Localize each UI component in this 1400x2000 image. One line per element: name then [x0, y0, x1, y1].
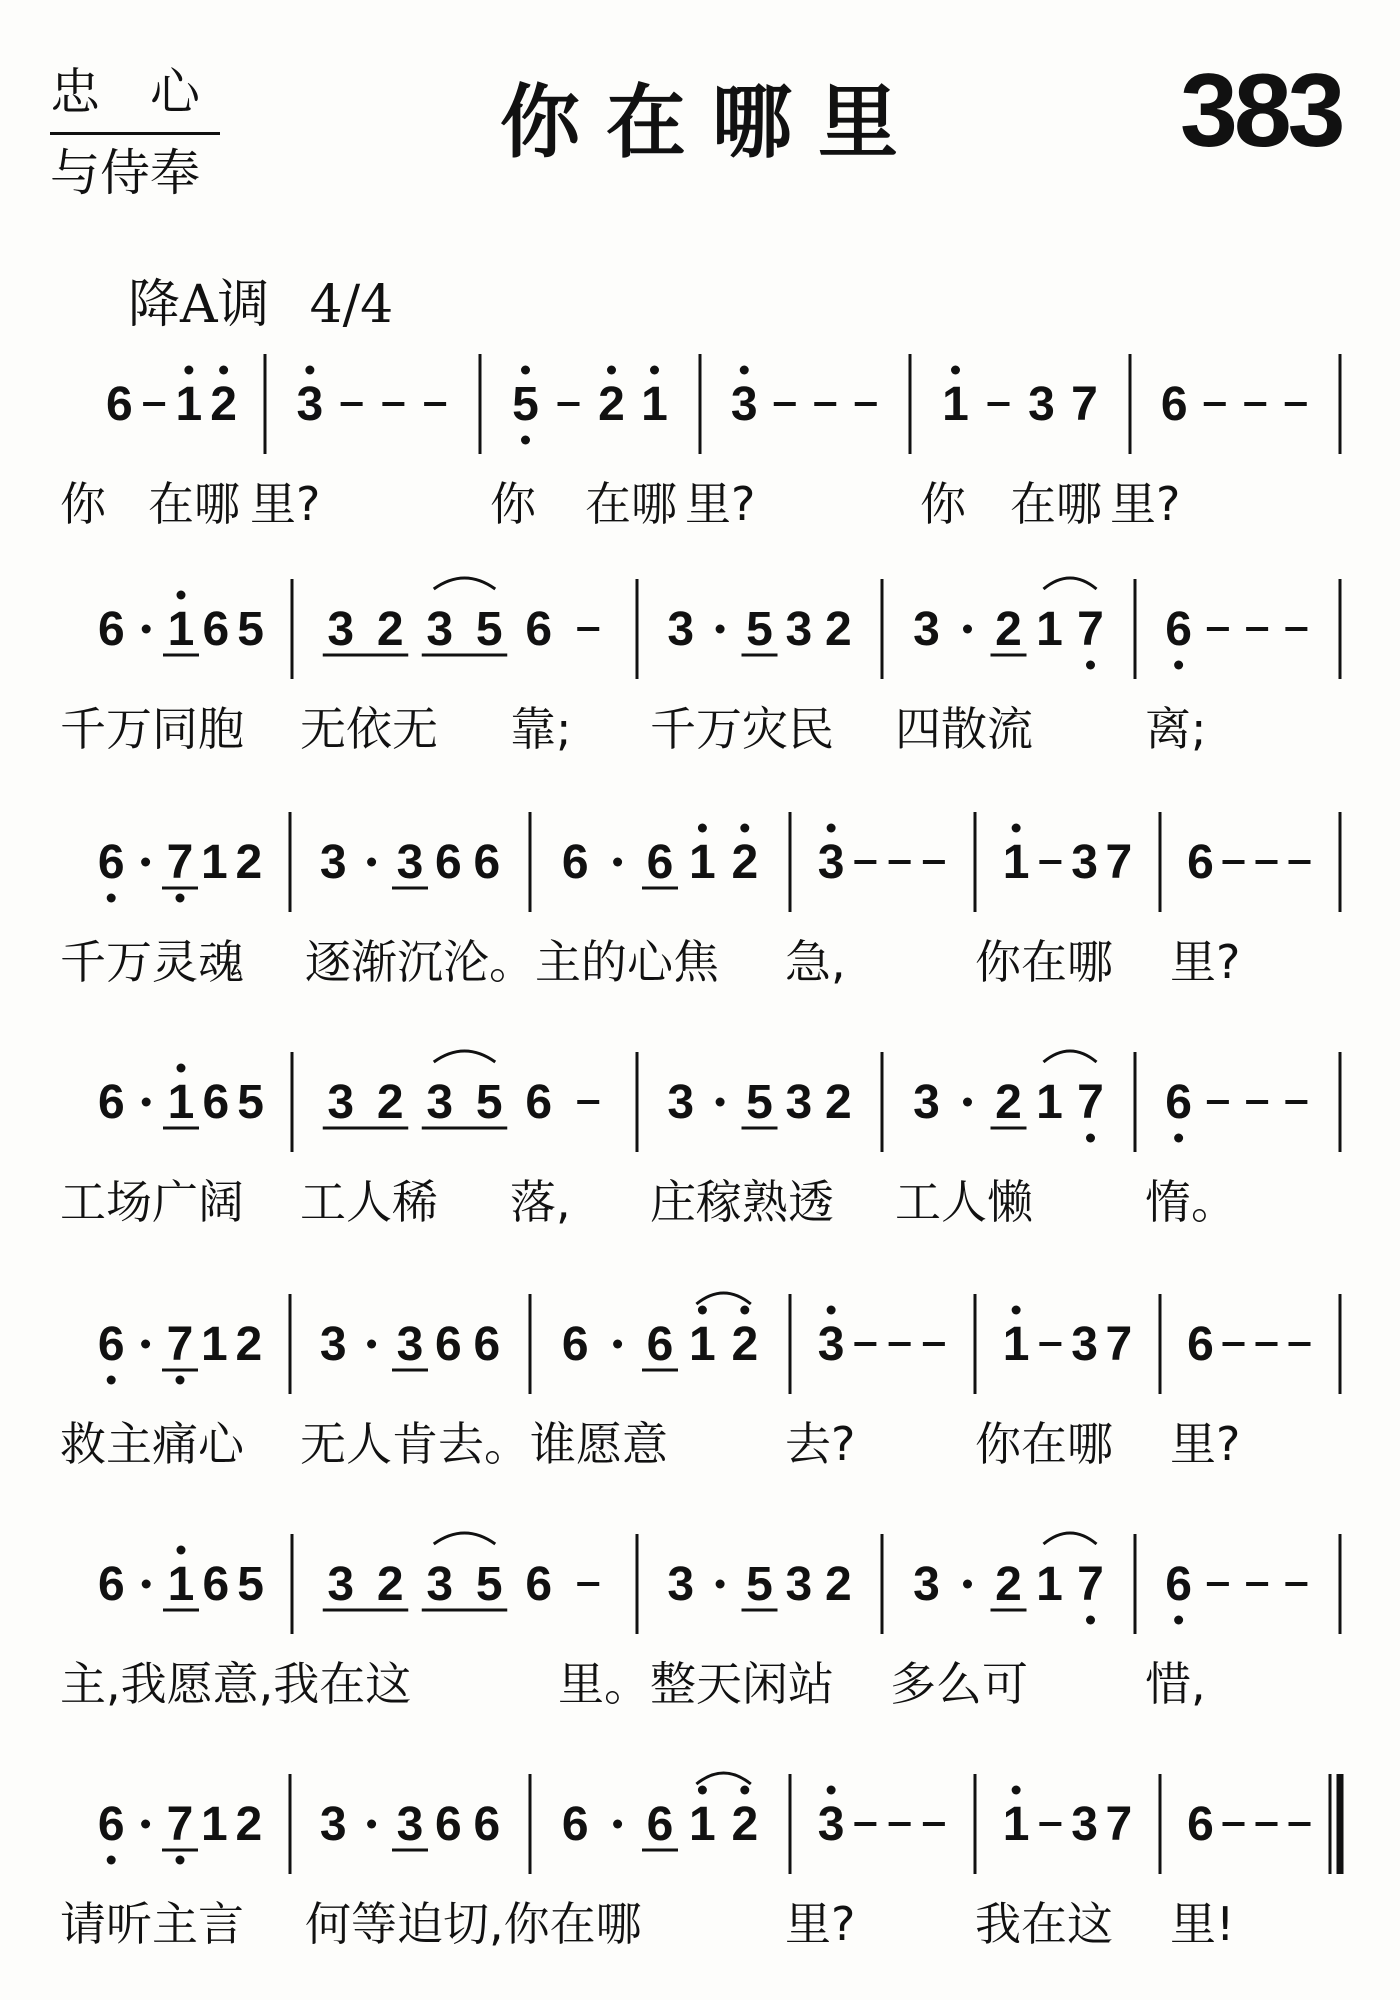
note-mark: 6: [646, 1318, 674, 1371]
high-octave-dot: [650, 366, 659, 375]
note-mark: 2: [824, 1076, 852, 1129]
note-mark: 1: [167, 1076, 195, 1129]
high-octave-dot: [521, 366, 530, 375]
dot-mark: [613, 1340, 622, 1349]
note-mark: 3: [817, 1798, 845, 1851]
note-mark: 6: [1187, 1318, 1214, 1371]
note-mark: 5: [746, 1076, 773, 1129]
note-mark: 2: [376, 1076, 404, 1129]
lyric-text: 请听主言: [60, 1897, 244, 1951]
note-mark: 2: [376, 603, 404, 656]
note-mark: 1: [1036, 1558, 1063, 1611]
note-mark: 6: [473, 836, 501, 889]
note-mark: 5: [475, 1076, 503, 1129]
note-mark: 1: [167, 1558, 195, 1611]
note-mark: 5: [237, 1558, 264, 1611]
note-mark: 3: [426, 1558, 454, 1611]
lyric-text: 整天闲站: [650, 1657, 834, 1711]
note-mark: 3: [1028, 378, 1055, 431]
note-mark: 6: [202, 1558, 230, 1611]
note-mark: 6: [1187, 836, 1214, 889]
lyric-text: 你: [920, 477, 966, 531]
lyric-text: 急,: [785, 935, 846, 989]
note-mark: 5: [475, 603, 503, 656]
note-mark: 5: [475, 1558, 503, 1611]
note-mark: 1: [641, 378, 668, 431]
lyric-text: 去?: [785, 1417, 856, 1471]
tie-arc: [1044, 1051, 1097, 1062]
low-octave-dot: [107, 1856, 116, 1865]
low-octave-dot: [107, 894, 116, 903]
high-octave-dot: [951, 366, 960, 375]
note-mark: 3: [327, 1076, 355, 1129]
lyric-text: 里?: [1170, 935, 1241, 989]
note-mark: 2: [824, 603, 852, 656]
note-mark: 6: [97, 1318, 125, 1371]
dot-mark: [963, 625, 972, 634]
note-mark: 6: [202, 1076, 230, 1129]
dot-mark: [367, 1340, 376, 1349]
lyric-text: 你: [490, 477, 536, 531]
note-mark: 5: [746, 1558, 773, 1611]
note-mark: 3: [667, 1558, 695, 1611]
note-mark: 3: [319, 1798, 347, 1851]
note-mark: 6: [525, 1076, 553, 1129]
lyric-text: 你在哪: [975, 1417, 1113, 1471]
note-mark: 7: [166, 1798, 194, 1851]
tie-arc: [1044, 578, 1097, 589]
note-mark: 3: [667, 1076, 695, 1129]
high-octave-dot: [1012, 1306, 1021, 1315]
high-octave-dot: [740, 1786, 749, 1795]
note-mark: 1: [689, 836, 716, 889]
lyric-text: 里。: [558, 1657, 650, 1711]
note-mark: 6: [1165, 1558, 1192, 1611]
lyric-text: 里?: [1170, 1417, 1241, 1471]
note-mark: 2: [731, 836, 759, 889]
note-mark: 1: [689, 1798, 716, 1851]
note-mark: 5: [237, 603, 264, 656]
lyric-text: 何等迫切,你在哪: [305, 1897, 642, 1951]
dot-mark: [142, 1098, 151, 1107]
note-mark: 3: [1071, 836, 1098, 889]
high-octave-dot: [1012, 824, 1021, 833]
low-octave-dot: [176, 1856, 185, 1865]
lyric-text: 你: [60, 477, 106, 531]
lyric-text: 多么可: [890, 1657, 1028, 1711]
note-mark: 1: [175, 378, 203, 431]
high-octave-dot: [827, 1306, 836, 1315]
note-mark: 3: [426, 1076, 454, 1129]
lyric-text: 靠;: [510, 702, 572, 756]
note-mark: 6: [106, 378, 133, 431]
note-mark: 1: [1036, 603, 1063, 656]
note-mark: 1: [167, 603, 195, 656]
note-mark: 6: [97, 836, 125, 889]
dot-mark: [716, 1098, 725, 1107]
note-mark: 3: [396, 1318, 424, 1371]
high-octave-dot: [698, 1786, 707, 1795]
low-octave-dot: [176, 1376, 185, 1385]
note-mark: 7: [1077, 1076, 1104, 1129]
lyric-text: 你在哪: [975, 935, 1113, 989]
note-mark: 3: [296, 378, 324, 431]
note-mark: 6: [473, 1798, 501, 1851]
time-signature: 4/4: [309, 275, 394, 335]
lyric-text: 里?: [250, 477, 321, 531]
note-mark: 5: [746, 603, 773, 656]
note-mark: 2: [731, 1318, 759, 1371]
note-mark: 2: [235, 1798, 263, 1851]
note-mark: 7: [1071, 378, 1098, 431]
lyric-text: 救主痛心: [60, 1417, 244, 1471]
note-mark: 3: [327, 603, 355, 656]
note-mark: 7: [1105, 1798, 1133, 1851]
note-mark: 6: [561, 1318, 589, 1371]
low-octave-dot: [1086, 1616, 1095, 1625]
lyric-text: 落,: [510, 1175, 571, 1229]
high-octave-dot: [184, 366, 193, 375]
key-name: 降A调: [128, 275, 270, 335]
dot-mark: [141, 1820, 150, 1829]
hymn-number: 383: [1180, 53, 1342, 169]
dot-mark: [141, 858, 150, 867]
note-mark: 6: [1165, 1076, 1192, 1129]
note-mark: 6: [525, 603, 553, 656]
note-mark: 3: [396, 836, 424, 889]
lyric-text: 无人肯去。谁愿意: [300, 1417, 668, 1471]
lyric-text: 无依无: [300, 702, 438, 756]
note-mark: 7: [166, 836, 194, 889]
low-octave-dot: [1086, 1134, 1095, 1143]
note-mark: 3: [730, 378, 758, 431]
high-octave-dot: [740, 824, 749, 833]
note-mark: 5: [512, 378, 539, 431]
note-mark: 3: [913, 1076, 940, 1129]
high-octave-dot: [698, 824, 707, 833]
note-mark: 6: [98, 603, 125, 656]
low-octave-dot: [176, 894, 185, 903]
note-mark: 1: [1002, 836, 1030, 889]
note-mark: 6: [646, 1798, 674, 1851]
dot-mark: [613, 1820, 622, 1829]
lyric-text: 千万同胞: [60, 702, 244, 756]
high-octave-dot: [740, 366, 749, 375]
note-mark: 6: [98, 1076, 125, 1129]
lyric-text: 惜,: [1145, 1657, 1206, 1711]
high-octave-dot: [177, 591, 186, 600]
note-mark: 1: [201, 1798, 228, 1851]
note-mark: 6: [1187, 1798, 1214, 1851]
high-octave-dot: [827, 824, 836, 833]
high-octave-dot: [827, 1786, 836, 1795]
note-mark: 3: [913, 1558, 940, 1611]
category-bottom: 与侍奉: [50, 144, 200, 202]
note-mark: 2: [731, 1798, 759, 1851]
high-octave-dot: [177, 1546, 186, 1555]
lyric-text: 里?: [1110, 477, 1181, 531]
note-mark: 3: [1071, 1798, 1098, 1851]
low-octave-dot: [521, 436, 530, 445]
note-mark: 2: [376, 1558, 404, 1611]
note-mark: 1: [1002, 1798, 1030, 1851]
lyric-text: 离;: [1145, 702, 1207, 756]
note-mark: 6: [435, 836, 462, 889]
note-mark: 6: [561, 1798, 589, 1851]
note-mark: 7: [166, 1318, 194, 1371]
note-mark: 6: [1165, 603, 1192, 656]
tie-arc: [434, 578, 496, 589]
note-mark: 6: [1160, 378, 1188, 431]
low-octave-dot: [1174, 1616, 1183, 1625]
note-mark: 2: [235, 836, 263, 889]
lyric-text: 工人懒: [895, 1175, 1033, 1229]
lyric-text: 逐渐沉沦。主的心焦: [305, 935, 719, 989]
note-mark: 7: [1105, 836, 1133, 889]
high-octave-dot: [740, 1306, 749, 1315]
lyric-text: 工人稀: [300, 1175, 438, 1229]
low-octave-dot: [107, 1376, 116, 1385]
note-mark: 6: [525, 1558, 553, 1611]
note-mark: 1: [942, 378, 969, 431]
note-mark: 3: [396, 1798, 424, 1851]
note-mark: 1: [201, 1318, 228, 1371]
lyric-text: 里?: [685, 477, 756, 531]
lyric-text: 千万灵魂: [60, 935, 244, 989]
note-mark: 1: [689, 1318, 716, 1371]
lyric-text: 工场广阔: [60, 1175, 244, 1229]
note-mark: 2: [995, 1076, 1022, 1129]
note-mark: 2: [235, 1318, 263, 1371]
note-mark: 3: [327, 1558, 355, 1611]
note-mark: 3: [319, 836, 347, 889]
note-mark: 1: [1002, 1318, 1030, 1371]
dot-mark: [613, 858, 622, 867]
note-mark: 1: [201, 836, 228, 889]
tie-arc: [696, 1773, 750, 1784]
note-mark: 2: [824, 1558, 852, 1611]
note-mark: 3: [785, 1076, 813, 1129]
high-octave-dot: [177, 1064, 186, 1073]
dot-mark: [142, 1580, 151, 1589]
tie-arc: [1044, 1533, 1097, 1544]
note-mark: 3: [785, 603, 813, 656]
note-mark: 2: [995, 603, 1022, 656]
hymn-title: 你在哪里: [500, 76, 924, 169]
dot-mark: [716, 625, 725, 634]
dot-mark: [367, 858, 376, 867]
lyric-text: 我在这: [975, 1897, 1113, 1951]
lyric-text: 在哪: [585, 477, 677, 531]
low-octave-dot: [1174, 1134, 1183, 1143]
lyric-text: 四散流: [895, 702, 1033, 756]
lyric-text: 在哪: [1010, 477, 1102, 531]
note-mark: 6: [435, 1798, 462, 1851]
note-mark: 1: [1036, 1076, 1063, 1129]
dot-mark: [716, 1580, 725, 1589]
note-mark: 7: [1077, 603, 1104, 656]
note-mark: 2: [598, 378, 625, 431]
note-mark: 3: [319, 1318, 347, 1371]
lyric-text: 里?: [785, 1897, 856, 1951]
lyric-text: 在哪: [148, 477, 240, 531]
note-mark: 6: [97, 1798, 125, 1851]
dot-mark: [963, 1098, 972, 1107]
tie-arc: [434, 1533, 496, 1544]
note-mark: 3: [817, 836, 845, 889]
note-mark: 6: [435, 1318, 462, 1371]
note-mark: 3: [1071, 1318, 1098, 1371]
lyric-text: 庄稼熟透: [650, 1175, 834, 1229]
dot-mark: [141, 1340, 150, 1349]
note-mark: 6: [473, 1318, 501, 1371]
note-mark: 6: [98, 1558, 125, 1611]
low-octave-dot: [1174, 661, 1183, 670]
high-octave-dot: [607, 366, 616, 375]
note-mark: 6: [561, 836, 589, 889]
high-octave-dot: [219, 366, 228, 375]
note-mark: 3: [667, 603, 695, 656]
note-mark: 3: [913, 603, 940, 656]
high-octave-dot: [698, 1306, 707, 1315]
tie-arc: [434, 1051, 496, 1062]
note-mark: 7: [1077, 1558, 1104, 1611]
lyric-text: 惰。: [1145, 1175, 1237, 1229]
dot-mark: [367, 1820, 376, 1829]
note-mark: 5: [237, 1076, 264, 1129]
lyric-text: 主,我愿意,我在这: [60, 1657, 412, 1711]
tie-arc: [696, 1293, 750, 1304]
dot-mark: [142, 625, 151, 634]
dot-mark: [963, 1580, 972, 1589]
note-mark: 2: [210, 378, 237, 431]
note-mark: 3: [785, 1558, 813, 1611]
lyric-text: 里!: [1170, 1897, 1235, 1951]
note-mark: 6: [646, 836, 674, 889]
high-octave-dot: [1012, 1786, 1021, 1795]
note-mark: 3: [426, 603, 454, 656]
note-mark: 2: [995, 1558, 1022, 1611]
low-octave-dot: [1086, 661, 1095, 670]
note-mark: 6: [202, 603, 230, 656]
note-mark: 3: [817, 1318, 845, 1371]
high-octave-dot: [305, 366, 314, 375]
category-top: 忠心: [50, 63, 250, 121]
lyric-text: 千万灾民: [650, 702, 834, 756]
note-mark: 7: [1105, 1318, 1133, 1371]
